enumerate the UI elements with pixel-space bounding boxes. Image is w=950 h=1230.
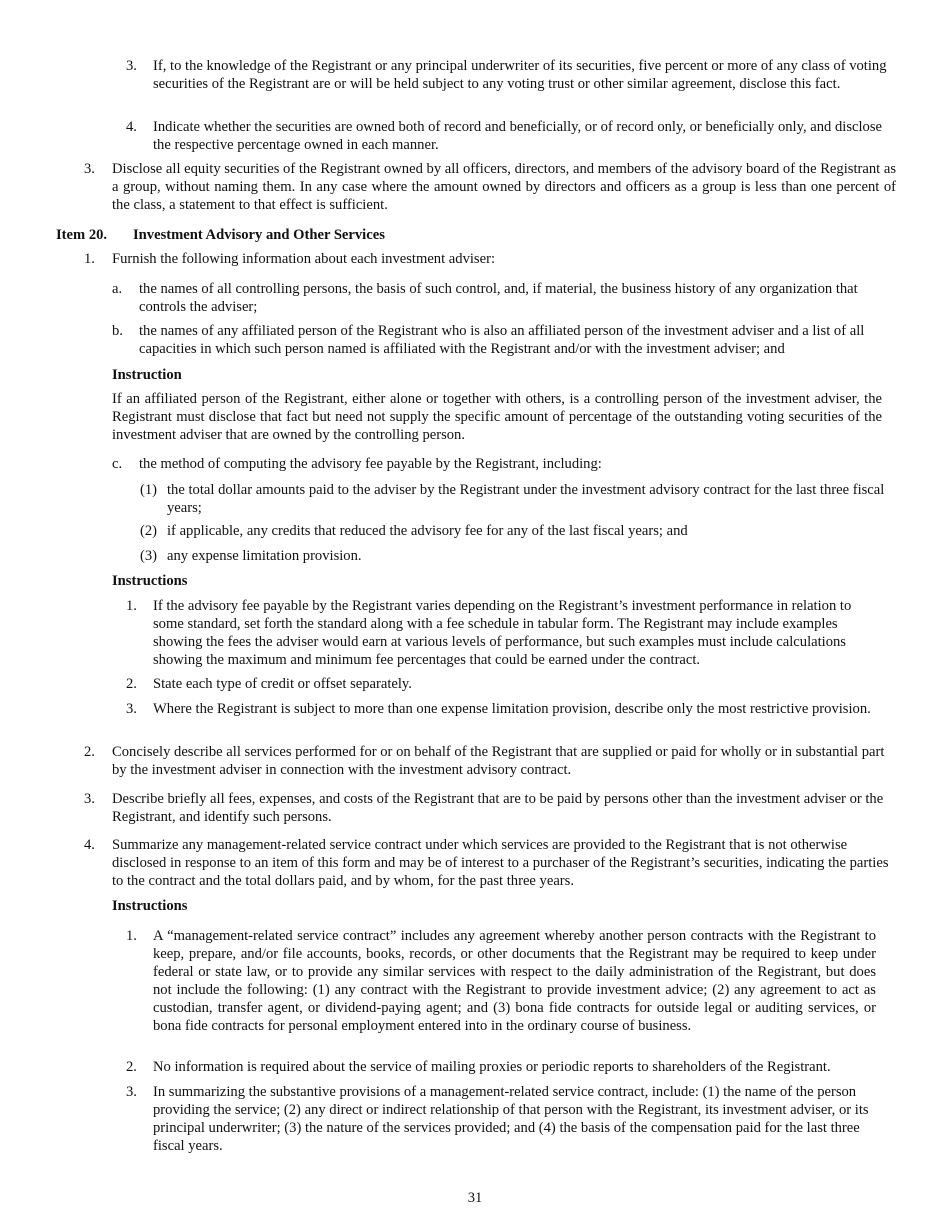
section-title: Investment Advisory and Other Services — [133, 227, 385, 243]
item-text: Concisely describe all services performed for or on behalf of the Registrant that are supplied or paid for wholly or in substantial part by the investment adviser in connection with the investment advisory contract. — [112, 744, 885, 778]
item-text: the names of any affiliated person of the Registrant who is also an affiliated person of the investment adviser and a list of all capacities in which such person named is affiliated with the Registrant and/or with the investment adviser; and — [139, 323, 865, 357]
item-text: If, to the knowledge of the Registrant or any principal underwriter of its securities, five percent or more of any class of voting securities of the Registrant are or will be held subject to any voting trust or other similar agreement, disclose this fact. — [153, 58, 887, 92]
list-item — [140, 522, 896, 540]
list-item — [126, 57, 896, 93]
item-text: Summarize any management-related service contract under which services are provided to the Registrant that is not otherwise disclosed in response to an item of this form and may be of interest to a purchaser of the Registrant’s securities, indicating the parties to the contract and the total dollars paid, and by whom, for the past three years. — [112, 837, 889, 889]
item-text: Disclose all equity securities of the Registrant owned by all officers, directors, and members of the advisory board of the Registrant as a group, without naming them. In any case where the amount owned by directors and officers as a group is less than one percent of the class, a statement to that effect is sufficient. — [112, 161, 896, 213]
item-text: the total dollar amounts paid to the adviser by the Registrant under the investment advisory contract for the last three fiscal years; — [167, 482, 885, 516]
item-number: 3. — [126, 58, 137, 74]
item-number: 2. — [126, 676, 137, 692]
item-number: 1. — [84, 251, 95, 267]
instructions-heading: Instructions — [112, 573, 188, 589]
item-text: Furnish the following information about each investment adviser: — [112, 251, 496, 267]
item-text: Describe briefly all fees, expenses, and costs of the Registrant that are to be paid by persons other than the investment adviser or the Registrant, and identify such persons. — [112, 791, 884, 825]
item-text: Indicate whether the securities are owned both of record and beneficially, or of record only, or beneficially only, and disclose the respective percentage owned in each manner. — [153, 119, 882, 153]
item-number: 1. — [126, 928, 137, 944]
instruction-heading: Instruction — [112, 367, 182, 383]
list-item — [126, 675, 883, 693]
item-letter: a. — [112, 281, 123, 297]
item-text: Where the Registrant is subject to more than one expense limitation provision, describe only the most restrictive provision. — [153, 701, 871, 717]
list-item — [140, 481, 896, 517]
list-item — [140, 547, 896, 565]
list-item — [84, 743, 896, 779]
list-item — [126, 927, 876, 1035]
list-item — [126, 118, 896, 154]
list-item — [126, 700, 883, 718]
item-number: (2) — [140, 523, 158, 539]
list-item — [126, 1083, 872, 1155]
list-item — [84, 250, 896, 268]
item-number: 3. — [126, 1084, 137, 1100]
item-text: State each type of credit or offset separately. — [153, 676, 412, 692]
list-item — [126, 597, 883, 669]
item-number: 3. — [84, 161, 95, 177]
instruction-text: If an affiliated person of the Registrant, either alone or together with others, is a controlling person of the investment adviser, the Registrant must disclose that fact but need not supply the specific amount of percentage of the outstanding voting securities of the investment adviser that are owned by the controlling person. — [112, 391, 882, 443]
item-letter: c. — [112, 456, 123, 472]
item-number: 3. — [126, 701, 137, 717]
list-item — [84, 790, 896, 826]
item-number: 2. — [126, 1059, 137, 1075]
list-item — [126, 1058, 896, 1076]
item-number: (3) — [140, 548, 158, 564]
list-item — [112, 322, 896, 358]
list-item — [112, 455, 896, 473]
item-text: A “management-related service contract” includes any agreement whereby another person contracts with the Registrant to keep, prepare, and/or file accounts, books, records, or other documents that the Registrant may be required to keep under federal or state law, or to provide any similar services with respect to the daily administration of the Registrant, but does not include the following: (1) any contract with the Registrant to provide investment advice; (2) any agreement to act as custodian, transfer agent, or dividend-paying agent; and (3) bona fide contracts for outside legal or auditing services, or bona fide contracts for personal employment entered into in the ordinary course of business. — [153, 928, 876, 1034]
item-text: any expense limitation provision. — [167, 548, 362, 564]
section-heading — [56, 226, 896, 244]
item-text: if applicable, any credits that reduced the advisory fee for any of the last fiscal years; and — [167, 523, 688, 539]
item-number: 4. — [84, 837, 95, 853]
section-label: Item 20. — [56, 227, 108, 243]
list-item — [84, 160, 896, 214]
item-number: 1. — [126, 598, 137, 614]
list-item — [84, 836, 896, 890]
item-number: 3. — [84, 791, 95, 807]
item-text: In summarizing the substantive provisions of a management-related service contract, include: (1) the name of the person providing the service; (2) any direct or indirect relationship of that person with the Registrant, its investment adviser, or its principal underwriter; (3) the nature of the services provided; and (4) the basis of the compensation paid for the last three fiscal years. — [153, 1084, 869, 1154]
item-text: the names of all controlling persons, the basis of such control, and, if material, the business history of any organization that controls the adviser; — [139, 281, 858, 315]
item-number: 4. — [126, 119, 137, 135]
item-text: No information is required about the service of mailing proxies or periodic reports to shareholders of the Registrant. — [153, 1059, 831, 1075]
item-letter: b. — [112, 323, 123, 339]
item-number: 2. — [84, 744, 95, 760]
item-text: If the advisory fee payable by the Registrant varies depending on the Registrant’s investment performance in relation to some standard, set forth the standard along with a fee schedule in tabular form. The Registrant may include examples showing the fees the adviser would earn at various levels of performance, but such examples must include calculations showing the maximum and minimum fee percentages that could be earned under the contract. — [153, 598, 852, 668]
instructions-heading: Instructions — [112, 898, 188, 914]
item-text: the method of computing the advisory fee payable by the Registrant, including: — [139, 456, 602, 472]
list-item — [112, 280, 896, 316]
page-number: 31 — [467, 1190, 483, 1206]
item-number: (1) — [140, 482, 158, 498]
